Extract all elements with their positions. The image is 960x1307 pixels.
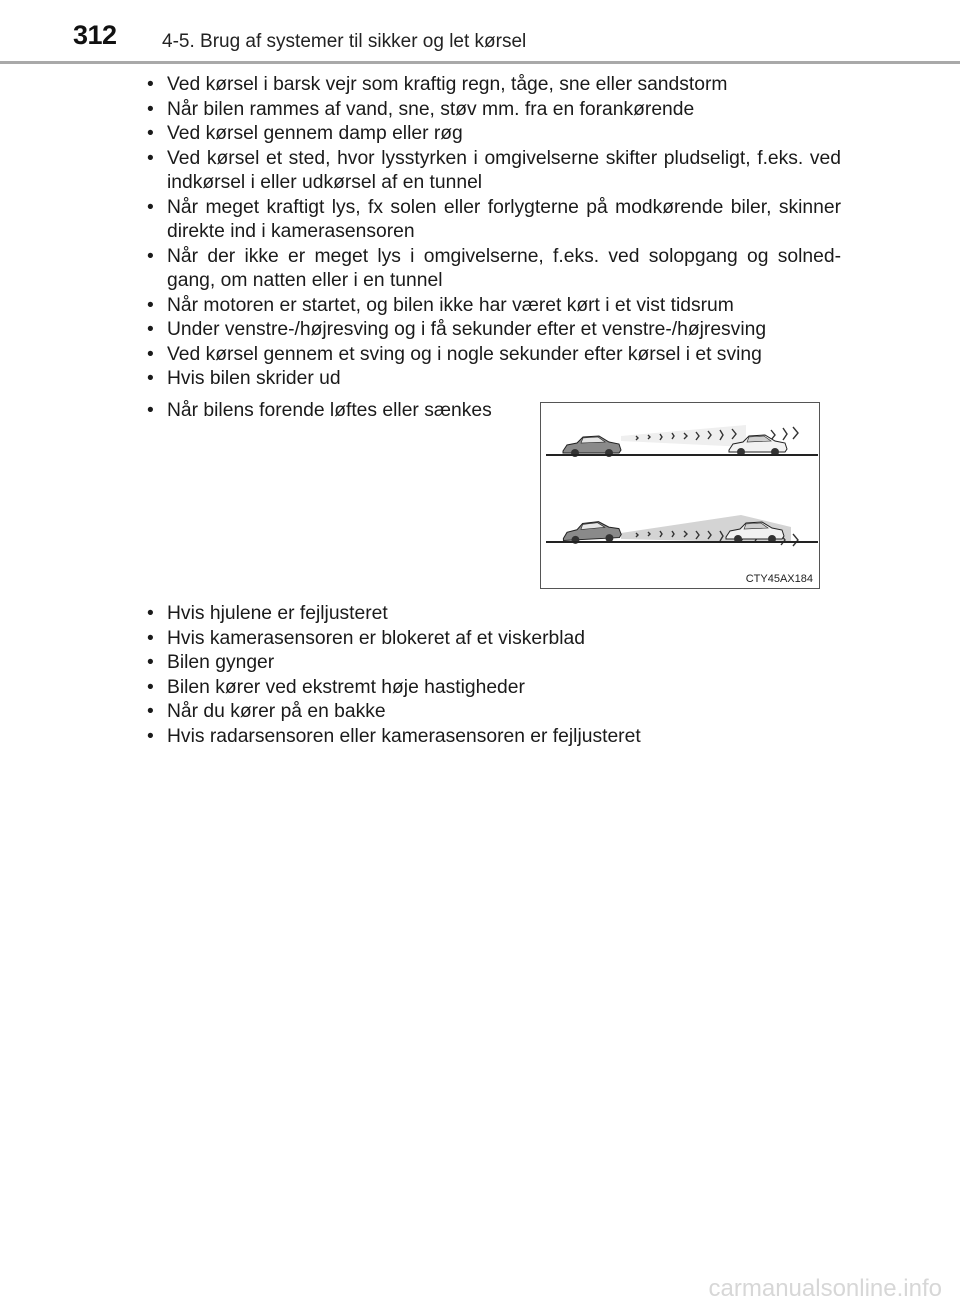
list-item: • Når du kører på en bakke (147, 700, 841, 725)
condition-list-top (147, 73, 841, 392)
list-item: • Når der ikke er meget lys i omgivelserne, f.eks. ved solopgang og solned-gang, om natten eller i en tunnel (147, 245, 841, 294)
lower-scene (546, 515, 818, 546)
list-item: • Når bilen rammes af vand, sne, støv mm. fra en forankørende (147, 98, 841, 123)
list-item: • Hvis hjulene er fejljusteret (147, 602, 841, 627)
upper-scene (546, 425, 818, 457)
list-item: • Ved kørsel gennem damp eller røg (147, 122, 841, 147)
list-item: • Ved kørsel gennem et sving og i nogle sekunder efter kørsel i et sving (147, 343, 841, 368)
list-item: • Bilen kører ved ekstremt høje hastigheder (147, 676, 841, 701)
list-item: • Hvis kamerasensoren er blokeret af et viskerblad (147, 627, 841, 652)
list-item: • Hvis bilen skrider ud (147, 367, 841, 392)
cars-radar-diagram (541, 403, 818, 587)
list-item: • Ved kørsel et sted, hvor lysstyrken i omgivelserne skifter pludseligt, f.eks. ved indkørsel i eller udkørsel af en tunnel (147, 147, 841, 196)
list-item: • Ved kørsel i barsk vejr som kraftig regn, tåge, sne eller sandstorm (147, 73, 841, 98)
condition-list-mid (147, 399, 527, 424)
list-item: • Når meget kraftigt lys, fx solen eller forlygterne på modkørende biler, skinner direkte ind i kamerasensoren (147, 196, 841, 245)
header-divider (0, 61, 960, 64)
list-item: • Når bilens forende løftes eller sænkes (147, 399, 527, 424)
figure-caption: CTY45AX184 (745, 573, 813, 585)
section-title: 4-5. Brug af systemer til sikker og let kørsel (162, 31, 527, 52)
vehicle-pitch-illustration (540, 402, 820, 589)
list-item: • Bilen gynger (147, 651, 841, 676)
page-number: 312 (73, 20, 117, 50)
list-item: • Under venstre-/højresving og i få sekunder efter et venstre-/højresving (147, 318, 841, 343)
own-car-lifted-icon (563, 520, 622, 544)
condition-list-bottom (147, 602, 841, 749)
list-item: • Når motoren er startet, og bilen ikke har været kørt i et vist tidsrum (147, 294, 841, 319)
watermark: carmanualsonline.info (708, 1275, 942, 1302)
radar-beam-upper (621, 425, 746, 447)
list-item: • Hvis radarsensoren eller kamerasensoren er fejljusteret (147, 725, 841, 750)
own-car-icon (563, 436, 621, 457)
